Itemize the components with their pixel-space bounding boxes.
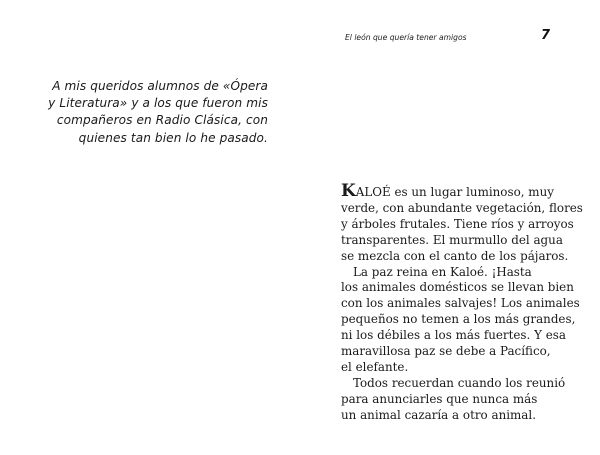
dedication-line: A mis queridos alumnos de «Ópera [52,79,268,93]
story-line: pequeños no temen a los más grandes, [341,312,576,327]
drop-cap: K [341,181,356,201]
story-line: maravillosa paz se debe a Pacífico, [341,344,551,359]
story-line: los animales domésticos se llevan bien [341,280,574,295]
dedication-line: quienes tan bien lo he pasado. [78,130,268,145]
story-line: con los animales salvajes! Los animales [341,296,580,311]
story-line: Todos recuerdan cuando los reunió [353,375,566,390]
dedication-line: compañeros en Radio Clásica, con [56,113,268,128]
story-line: se mezcla con el canto de los pájaros. [341,248,569,263]
first-line-rest: ALOÉ es un lugar luminoso, muy [355,185,554,199]
story-line: un animal cazaría a otro animal. [341,407,536,422]
story-line: La paz reina en Kaloé. ¡Hasta [353,264,532,279]
dedication-line: y Literatura» y a los que fueron mis [48,96,268,111]
story-text [341,181,583,424]
story-line: y árboles frutales. Tiene ríos y arroyos [341,216,574,231]
story-first-line [341,181,571,201]
page-number: 7 [541,28,551,43]
story-line: transparentes. El murmullo del agua [341,232,563,247]
dedication [34,78,268,147]
story-line: para anunciarles que nunca más [341,391,538,406]
story-line: ni los débiles a los más fuertes. Y esa [341,328,566,343]
story-line: verde, con abundante vegetación, flores [341,200,583,215]
running-head: El león que quería tener amigos [345,33,467,42]
story-line: el elefante. [341,359,409,374]
